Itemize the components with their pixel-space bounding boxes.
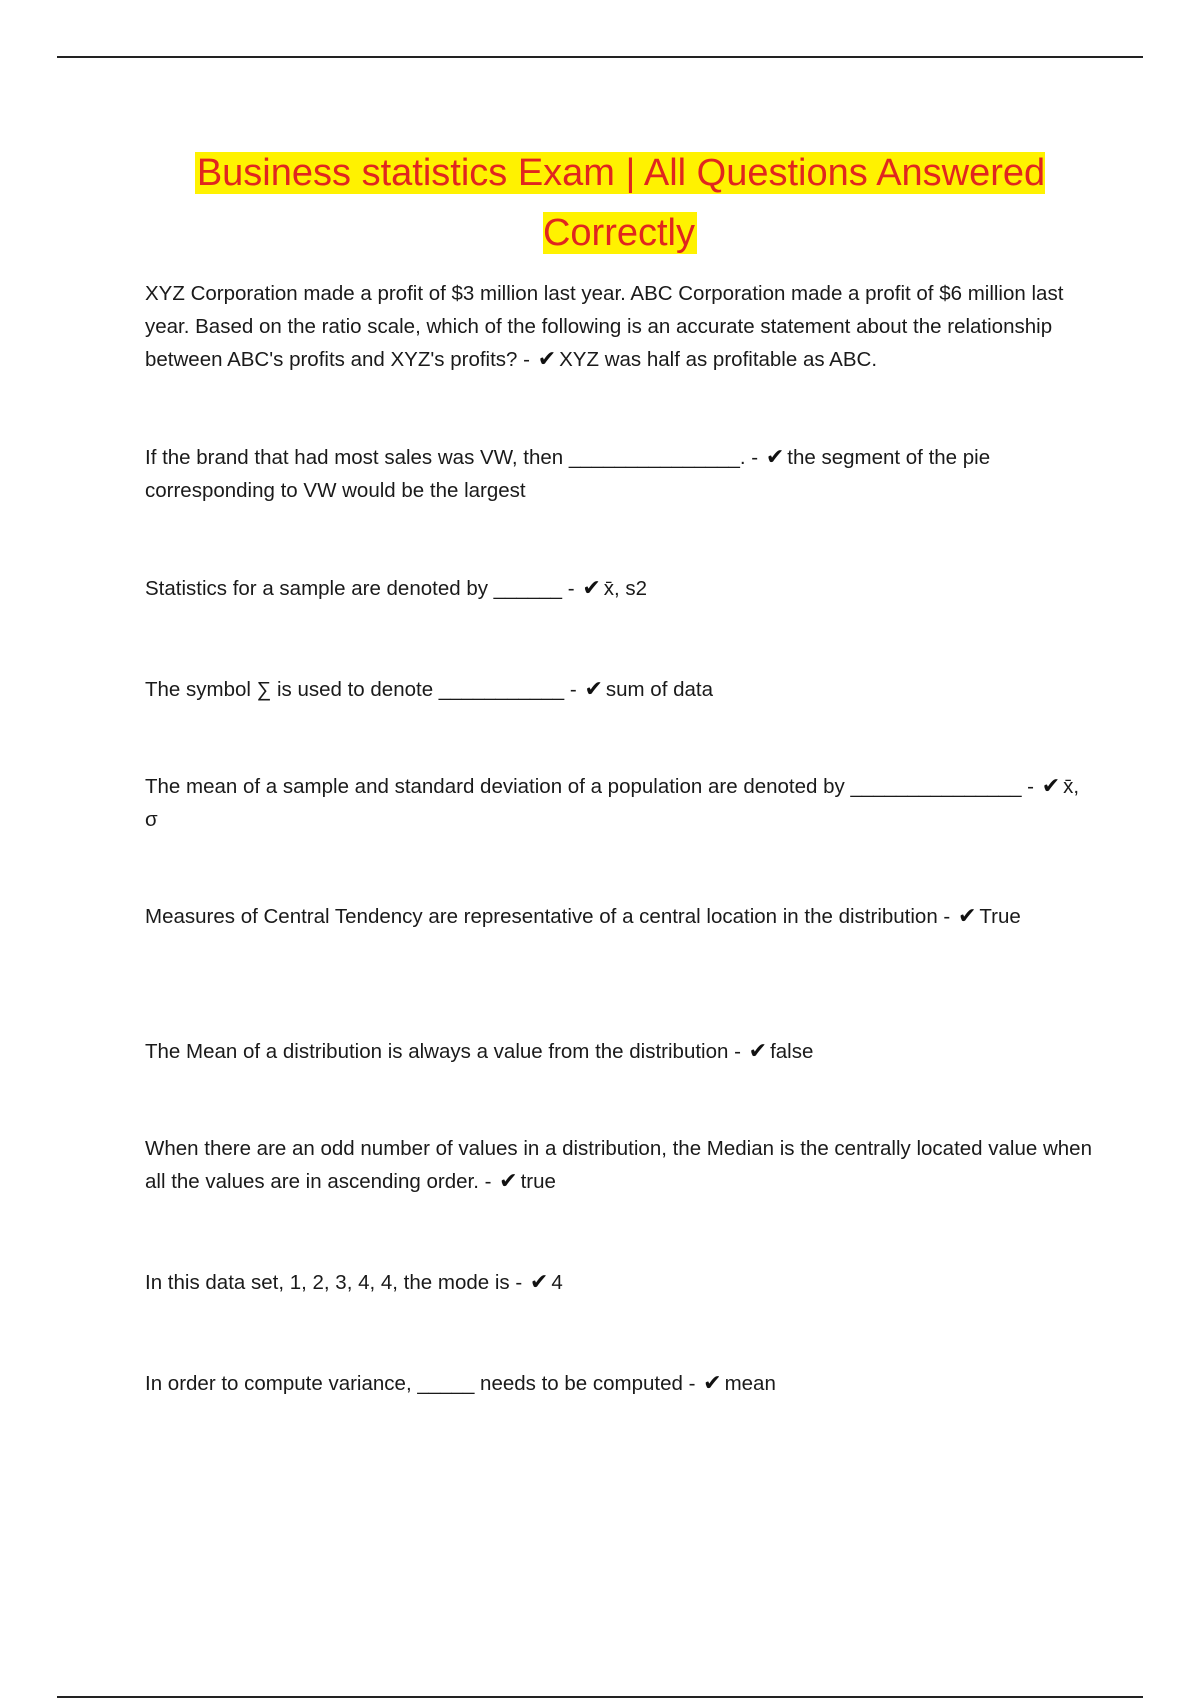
answer-text: the segment of the pie corresponding to VW would be the largest <box>145 446 991 502</box>
qa-item-1 <box>145 277 1097 376</box>
question-text: The symbol ∑ is used to denote ___________ <box>145 678 565 701</box>
question-text: Statistics for a sample are denoted by ______ <box>145 577 563 600</box>
qa-item-7 <box>145 1035 1097 1068</box>
question-text: The Mean of a distribution is always a value from the distribution <box>145 1040 729 1063</box>
question-text: In order to compute variance, _____ needs to be computed <box>145 1372 683 1395</box>
check-icon: ✔ <box>584 677 603 702</box>
document-title <box>130 143 1110 263</box>
bottom-rule <box>57 1696 1143 1698</box>
separator: - <box>745 446 764 469</box>
qa-item-9 <box>145 1266 1097 1299</box>
answer-text: sum of data <box>605 678 713 701</box>
answer-text: True <box>979 905 1021 928</box>
separator: - <box>509 1271 528 1294</box>
check-icon: ✔ <box>499 1169 518 1194</box>
separator: - <box>937 905 956 928</box>
qa-item-5 <box>145 770 1097 836</box>
check-icon: ✔ <box>529 1270 549 1295</box>
answer-text: false <box>770 1040 814 1063</box>
check-icon: ✔ <box>748 1039 768 1064</box>
answer-text: true <box>520 1170 556 1193</box>
answer-text: 4 <box>551 1271 563 1294</box>
question-text: When there are an odd number of values in a distribution, the Median is the centrally located value when all the values are in ascending order. <box>145 1137 1092 1193</box>
qa-item-8 <box>145 1132 1097 1198</box>
separator: - <box>562 577 581 600</box>
separator: - <box>564 678 583 701</box>
question-text: If the brand that had most sales was VW, then _______________. <box>145 446 746 469</box>
separator: - <box>478 1170 498 1193</box>
question-text: Measures of Central Tendency are representative of a central location in the distribution <box>145 905 938 928</box>
check-icon: ✔ <box>582 576 601 601</box>
separator: - <box>728 1040 747 1063</box>
answer-text: mean <box>724 1372 776 1395</box>
qa-item-10 <box>145 1367 1097 1400</box>
separator: - <box>682 1372 702 1395</box>
check-icon: ✔ <box>957 904 977 929</box>
check-icon: ✔ <box>765 445 785 470</box>
answer-text: XYZ was half as profitable as ABC. <box>559 348 878 371</box>
check-icon: ✔ <box>703 1371 722 1396</box>
separator: - <box>517 348 536 371</box>
separator: - <box>1021 775 1040 798</box>
answer-text: x̄, σ <box>145 775 1080 831</box>
qa-item-4 <box>145 673 1097 706</box>
question-text: XYZ Corporation made a profit of $3 million last year. ABC Corporation made a profit of $6 million last year. Based on the ratio scale, which of the following is an accurate statement about the relationship between ABC's profits and XYZ's profits? <box>145 282 1064 371</box>
title-highlight: Business statistics Exam | All Questions Answered Correctly <box>196 152 1046 254</box>
answer-text: x̄, s2 <box>603 577 648 600</box>
question-text: The mean of a sample and standard deviation of a population are denoted by _______________ <box>145 775 1022 798</box>
top-rule <box>57 56 1143 58</box>
check-icon: ✔ <box>537 347 557 372</box>
qa-item-3 <box>145 572 1097 605</box>
question-text: In this data set, 1, 2, 3, 4, 4, the mode is <box>145 1271 510 1294</box>
qa-item-2 <box>145 441 1097 507</box>
qa-item-6 <box>145 900 1097 933</box>
check-icon: ✔ <box>1041 774 1061 799</box>
